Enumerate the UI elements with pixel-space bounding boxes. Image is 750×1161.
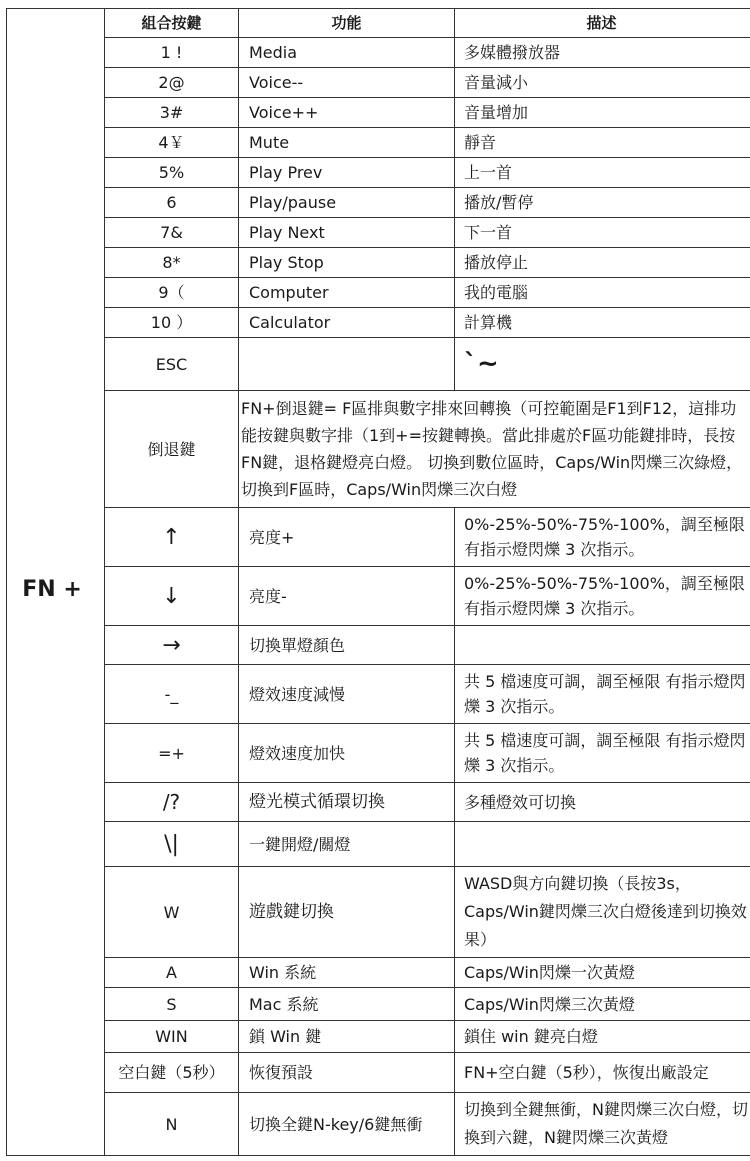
table-row-function: Computer [249, 283, 329, 302]
description-text: 共 5 檔速度可調，調至極限 有指示燈閃爍 3 次指示。 [464, 731, 746, 775]
table-row-combo: 2@ [158, 73, 185, 92]
table-row-description [455, 665, 750, 723]
table-row-combo: /? [162, 789, 181, 814]
table-row-function: 亮度- [249, 586, 287, 606]
table-row-function: Mac 系統 [249, 994, 319, 1014]
table-row-combo: 5% [158, 163, 185, 182]
table-row-combo: 9（ [158, 283, 185, 302]
table-row-combo: \| [164, 831, 179, 857]
table-row-function: 亮度+ [249, 527, 295, 547]
table-row-combo: ↑ [162, 524, 181, 550]
table-row-description [455, 626, 750, 664]
table-row-description: Caps/Win閃爍三次黃燈 [464, 994, 635, 1014]
table-row-description [455, 822, 750, 866]
table-row-function: Play Stop [249, 253, 324, 272]
table-row-combo: W [163, 902, 180, 922]
table-row-combo: 6 [166, 193, 177, 212]
table-row-combo: 7& [160, 223, 183, 242]
table-row-combo: S [166, 994, 177, 1014]
table-row-combo: 10 ） [150, 313, 193, 332]
table-row-description: 計算機 [464, 313, 513, 332]
table-row-function: Play/pause [249, 193, 337, 212]
table-row-description: FN+空白鍵（5秒），恢復出廠設定 [464, 1063, 709, 1082]
table-row-description: 下一首 [464, 223, 513, 242]
table-row-function [239, 338, 454, 390]
table-row-description [455, 1093, 750, 1155]
description-text: 0%-25%-50%-75%-100%，調至極限有指示燈閃爍 3 次指示。 [464, 574, 745, 618]
table-row-combo: WIN [155, 1027, 188, 1046]
table-row-description: 音量減小 [464, 73, 529, 92]
description-text: 切換到全鍵無衝，N鍵閃爍三次白燈，切換到六鍵，N鍵閃爍三次黃燈 [464, 1100, 748, 1147]
table-row-combo: ESC [155, 354, 188, 374]
table-row-description [455, 867, 750, 957]
table-row-description: Caps/Win閃爍一次黃燈 [464, 963, 635, 982]
table-row-combo: 3# [159, 103, 184, 122]
table-row-function: 燈效速度加快 [249, 743, 346, 763]
table-row-function: Play Next [249, 223, 325, 242]
table-row-function: Voice-- [249, 73, 304, 92]
table-row-combo: N [165, 1114, 178, 1134]
table-row-function: Media [249, 43, 298, 62]
description-text: WASD與方向鍵切換（長按3s，Caps/Win鍵閃爍三次白燈後達到切換效果） [464, 874, 747, 949]
table-row-description [455, 724, 750, 782]
outer-border-bottom [6, 1155, 750, 1156]
table-row-description [455, 508, 750, 566]
fn-group-label: FN + [22, 576, 82, 602]
table-row-combo: =+ [158, 743, 185, 763]
table-row-combo: 空白鍵（5秒） [118, 1063, 225, 1082]
table-row-combo: 8* [162, 253, 181, 272]
description-text: 共 5 檔速度可調，調至極限 有指示燈閃爍 3 次指示。 [464, 672, 746, 716]
table-row-combo: 4￥ [158, 133, 185, 152]
table-row-function: 燈光模式循環切換 [249, 791, 385, 812]
table-row-description: 靜音 [464, 133, 497, 152]
table-row-combo: → [162, 632, 181, 658]
table-row-combo: -_ [164, 684, 179, 704]
outer-border-top [6, 8, 104, 9]
table-row-function: Win 系統 [249, 963, 317, 982]
table-row-description: 我的電腦 [464, 283, 529, 302]
table-row-function: Voice++ [249, 103, 319, 122]
table-row-description: 音量增加 [464, 103, 529, 122]
table-row-description: 鎖住 win 鍵亮白燈 [464, 1027, 598, 1046]
table-row-description: 播放/暫停 [464, 193, 534, 212]
table-row-function: 燈效速度減慢 [249, 684, 346, 704]
table-row-function: 遊戲鍵切換 [249, 901, 334, 922]
table-row-combo: ↓ [162, 583, 181, 609]
backspace-description: FN+倒退鍵= F區排與數字排來回轉換（可控範圍是F1到F12，這排功能按鍵與數字排（1到+=按鍵轉換。當此排處於F區功能鍵排時，長按FN鍵，退格鍵燈亮白燈。 切換到數位區時，Caps/Win閃爍三次綠燈，切換到F區時，Caps/Win閃爍三次白燈 [241, 399, 743, 499]
table-row-function: Play Prev [249, 163, 323, 182]
table-row-function [239, 391, 750, 507]
header-description: 描述 [586, 13, 617, 32]
table-row-function: Calculator [249, 313, 331, 332]
table-row-description: 播放停止 [464, 253, 529, 272]
table-row-description: 多種燈效可切換 [464, 792, 577, 812]
table-row-combo: 倒退鍵 [147, 439, 196, 459]
description-text: 0%-25%-50%-75%-100%，調至極限有指示燈閃爍 3 次指示。 [464, 515, 745, 559]
header-combo: 組合按鍵 [141, 13, 202, 32]
table-row-function: 恢復預設 [249, 1063, 314, 1082]
table-row-description: 上一首 [464, 163, 513, 182]
table-row-function: 切換單燈顏色 [249, 635, 346, 655]
table-row-description: 多媒體撥放器 [464, 43, 561, 62]
table-row-description [455, 567, 750, 625]
table-row-function: 切換全鍵N-key/6鍵無衝 [249, 1114, 423, 1134]
table-row-description: `~ [464, 348, 499, 379]
table-row-function: 一鍵開燈/關燈 [249, 834, 351, 854]
table-row-function: 鎖 Win 鍵 [249, 1027, 322, 1046]
table-row-combo: A [166, 963, 177, 982]
table-row-combo: 1 ! [160, 43, 183, 62]
table-row-function: Mute [249, 133, 290, 152]
header-function: 功能 [331, 13, 362, 32]
